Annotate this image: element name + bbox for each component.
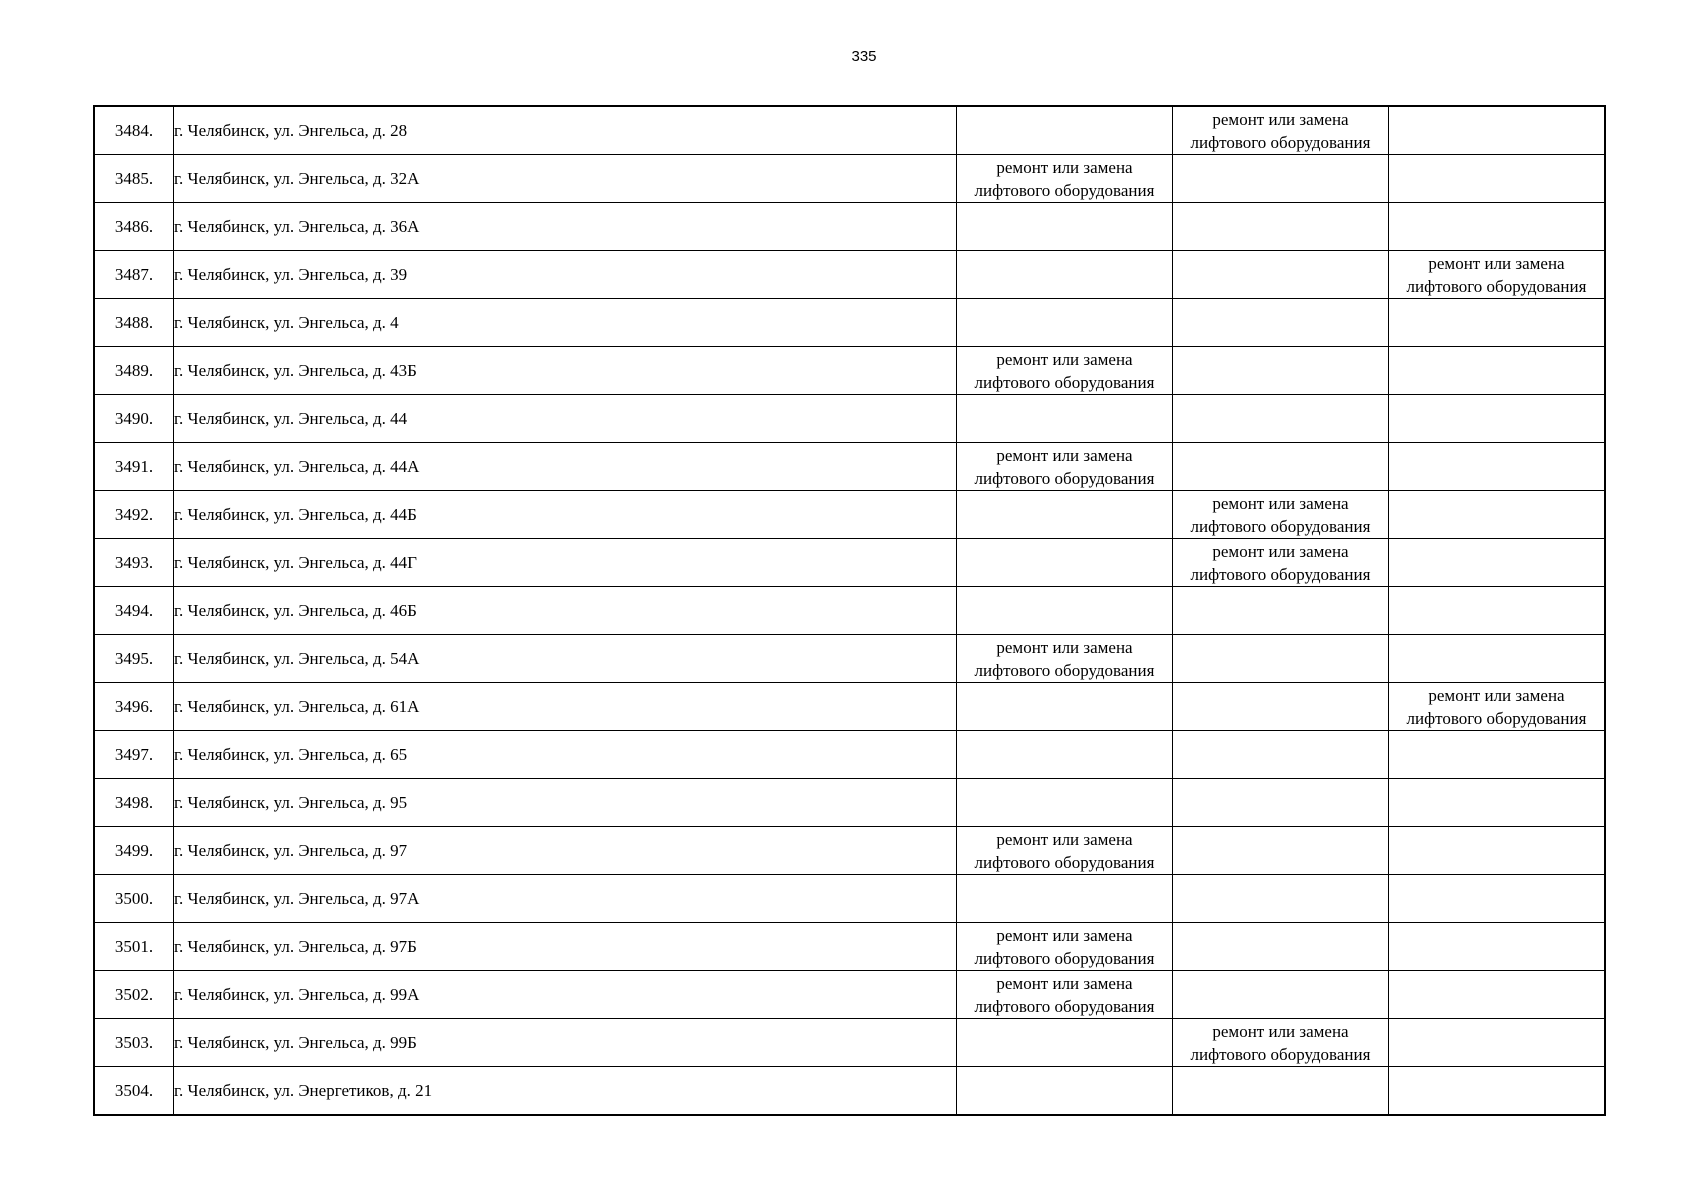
address-cell-text: г. Челябинск, ул. Энгельса, д. 44Б: [174, 505, 417, 524]
work-cell-1: [957, 299, 1173, 347]
row-number-cell-text: 3493.: [114, 553, 154, 572]
work-cell-3: [1389, 683, 1606, 731]
row-number-cell-text: 3501.: [114, 937, 154, 956]
address-cell: [174, 827, 957, 875]
work-cell-2: [1173, 491, 1389, 539]
row-number-cell-text: 3492.: [114, 505, 154, 524]
row-number-cell-text: 3484.: [114, 121, 154, 140]
address-cell: [174, 539, 957, 587]
address-cell-text: г. Челябинск, ул. Энгельса, д. 97Б: [174, 937, 417, 956]
address-cell-text: г. Челябинск, ул. Энгельса, д. 44: [174, 409, 408, 428]
row-number-cell-text: 3488.: [114, 313, 154, 332]
table-row: [94, 635, 1605, 683]
row-number-cell: [94, 299, 174, 347]
table-row: [94, 539, 1605, 587]
work-cell-2: [1173, 443, 1389, 491]
work-cell-3: [1389, 827, 1606, 875]
address-cell: [174, 875, 957, 923]
address-cell-text: г. Челябинск, ул. Энгельса, д. 65: [174, 745, 408, 764]
work-cell-3: [1389, 347, 1606, 395]
work-cell-2: [1173, 1067, 1389, 1116]
table-row: [94, 923, 1605, 971]
row-number-cell: [94, 875, 174, 923]
work-cell-3: [1389, 395, 1606, 443]
table-row: [94, 347, 1605, 395]
work-cell-2: [1173, 1019, 1389, 1067]
work-cell-1-text: ремонт или замена лифтового оборудования: [974, 925, 1155, 968]
address-cell: [174, 971, 957, 1019]
row-number-cell: [94, 1019, 174, 1067]
work-cell-1: [957, 587, 1173, 635]
work-cell-2: [1173, 539, 1389, 587]
work-cell-3: [1389, 779, 1606, 827]
row-number-cell-text: 3499.: [114, 841, 154, 860]
row-number-cell-text: 3491.: [114, 457, 154, 476]
address-cell-text: г. Челябинск, ул. Энергетиков, д. 21: [174, 1081, 433, 1100]
row-number-cell-text: 3496.: [114, 697, 154, 716]
row-number-cell: [94, 1067, 174, 1116]
work-cell-3: [1389, 203, 1606, 251]
address-cell-text: г. Челябинск, ул. Энгельса, д. 36А: [174, 217, 420, 236]
row-number-cell: [94, 923, 174, 971]
work-cell-1: [957, 155, 1173, 203]
address-cell-text: г. Челябинск, ул. Энгельса, д. 99Б: [174, 1033, 417, 1052]
address-cell-text: г. Челябинск, ул. Энгельса, д. 61А: [174, 697, 420, 716]
row-number-cell: [94, 203, 174, 251]
work-cell-1: [957, 106, 1173, 155]
work-cell-2: [1173, 923, 1389, 971]
row-number-cell-text: 3494.: [114, 601, 154, 620]
page-number: 335: [851, 48, 877, 65]
work-cell-2: [1173, 251, 1389, 299]
work-cell-2: [1173, 395, 1389, 443]
table-row: [94, 731, 1605, 779]
address-cell: [174, 491, 957, 539]
row-number-cell: [94, 779, 174, 827]
work-cell-3-text: ремонт или замена лифтового оборудования: [1406, 253, 1587, 296]
row-number-cell-text: 3487.: [114, 265, 154, 284]
address-cell: [174, 683, 957, 731]
work-cell-1: [957, 1019, 1173, 1067]
work-cell-2: [1173, 347, 1389, 395]
address-cell: [174, 731, 957, 779]
work-cell-3: [1389, 731, 1606, 779]
table-body: [94, 106, 1605, 1115]
table-row: [94, 779, 1605, 827]
work-cell-2-text: ремонт или замена лифтового оборудования: [1190, 541, 1371, 584]
row-number-cell: [94, 395, 174, 443]
work-cell-1: [957, 203, 1173, 251]
address-cell: [174, 1067, 957, 1116]
address-cell-text: г. Челябинск, ул. Энгельса, д. 46Б: [174, 601, 417, 620]
row-number-cell: [94, 827, 174, 875]
row-number-cell: [94, 155, 174, 203]
table-row: [94, 106, 1605, 155]
work-cell-1-text: ремонт или замена лифтового оборудования: [974, 637, 1155, 680]
address-cell-text: г. Челябинск, ул. Энгельса, д. 4: [174, 313, 399, 332]
row-number-cell-text: 3503.: [114, 1033, 154, 1052]
address-cell-text: г. Челябинск, ул. Энгельса, д. 32А: [174, 169, 420, 188]
work-cell-1: [957, 347, 1173, 395]
row-number-cell-text: 3497.: [114, 745, 154, 764]
address-cell-text: г. Челябинск, ул. Энгельса, д. 95: [174, 793, 408, 812]
work-cell-2-text: ремонт или замена лифтового оборудования: [1190, 1021, 1371, 1064]
work-cell-1: [957, 827, 1173, 875]
work-cell-3: [1389, 539, 1606, 587]
row-number-cell: [94, 635, 174, 683]
work-cell-1: [957, 731, 1173, 779]
work-cell-1: [957, 971, 1173, 1019]
table-row: [94, 203, 1605, 251]
row-number-cell-text: 3504.: [114, 1081, 154, 1100]
address-cell: [174, 299, 957, 347]
work-cell-1: [957, 443, 1173, 491]
row-number-cell-text: 3498.: [114, 793, 154, 812]
work-cell-1: [957, 635, 1173, 683]
address-cell-text: г. Челябинск, ул. Энгельса, д. 99А: [174, 985, 420, 1004]
work-cell-3: [1389, 923, 1606, 971]
address-cell-text: г. Челябинск, ул. Энгельса, д. 44А: [174, 457, 420, 476]
address-cell: [174, 395, 957, 443]
row-number-cell-text: 3495.: [114, 649, 154, 668]
address-cell: [174, 347, 957, 395]
address-cell: [174, 251, 957, 299]
work-cell-2: [1173, 779, 1389, 827]
work-cell-1-text: ремонт или замена лифтового оборудования: [974, 157, 1155, 200]
table-row: [94, 491, 1605, 539]
table-row: [94, 1019, 1605, 1067]
address-cell: [174, 443, 957, 491]
address-cell: [174, 1019, 957, 1067]
work-cell-2: [1173, 683, 1389, 731]
work-cell-2: [1173, 827, 1389, 875]
work-cell-2: [1173, 635, 1389, 683]
address-cell: [174, 779, 957, 827]
address-cell: [174, 155, 957, 203]
work-cell-3: [1389, 299, 1606, 347]
address-work-table: [93, 105, 1606, 1116]
work-cell-3: [1389, 155, 1606, 203]
row-number-cell: [94, 251, 174, 299]
row-number-cell: [94, 491, 174, 539]
work-cell-3: [1389, 971, 1606, 1019]
table-row: [94, 827, 1605, 875]
work-cell-3: [1389, 443, 1606, 491]
work-cell-1: [957, 923, 1173, 971]
work-cell-3: [1389, 106, 1606, 155]
row-number-cell-text: 3500.: [114, 889, 154, 908]
table-row: [94, 155, 1605, 203]
table-row: [94, 875, 1605, 923]
work-cell-1-text: ремонт или замена лифтового оборудования: [974, 829, 1155, 872]
work-cell-3: [1389, 587, 1606, 635]
row-number-cell: [94, 683, 174, 731]
work-cell-1: [957, 539, 1173, 587]
address-cell-text: г. Челябинск, ул. Энгельса, д. 97А: [174, 889, 420, 908]
address-cell-text: г. Челябинск, ул. Энгельса, д. 43Б: [174, 361, 417, 380]
work-cell-1-text: ремонт или замена лифтового оборудования: [974, 445, 1155, 488]
address-cell-text: г. Челябинск, ул. Энгельса, д. 54А: [174, 649, 420, 668]
address-cell: [174, 635, 957, 683]
work-cell-2: [1173, 587, 1389, 635]
work-cell-2: [1173, 203, 1389, 251]
row-number-cell-text: 3485.: [114, 169, 154, 188]
address-cell: [174, 923, 957, 971]
address-cell-text: г. Челябинск, ул. Энгельса, д. 97: [174, 841, 408, 860]
work-cell-1: [957, 875, 1173, 923]
table-row: [94, 251, 1605, 299]
work-cell-1-text: ремонт или замена лифтового оборудования: [974, 349, 1155, 392]
table-row: [94, 683, 1605, 731]
work-cell-2: [1173, 155, 1389, 203]
work-cell-1-text: ремонт или замена лифтового оборудования: [974, 973, 1155, 1016]
address-cell: [174, 106, 957, 155]
work-cell-2-text: ремонт или замена лифтового оборудования: [1190, 109, 1371, 152]
work-cell-2: [1173, 875, 1389, 923]
work-cell-2-text: ремонт или замена лифтового оборудования: [1190, 493, 1371, 536]
table-row: [94, 299, 1605, 347]
row-number-cell-text: 3502.: [114, 985, 154, 1004]
row-number-cell-text: 3486.: [114, 217, 154, 236]
address-cell-text: г. Челябинск, ул. Энгельса, д. 39: [174, 265, 408, 284]
table-row: [94, 587, 1605, 635]
work-cell-3: [1389, 251, 1606, 299]
address-cell-text: г. Челябинск, ул. Энгельса, д. 28: [174, 121, 408, 140]
work-cell-3: [1389, 491, 1606, 539]
work-cell-3-text: ремонт или замена лифтового оборудования: [1406, 685, 1587, 728]
row-number-cell-text: 3490.: [114, 409, 154, 428]
work-cell-1: [957, 779, 1173, 827]
work-cell-1: [957, 1067, 1173, 1116]
work-cell-2: [1173, 299, 1389, 347]
work-cell-3: [1389, 635, 1606, 683]
row-number-cell: [94, 971, 174, 1019]
work-cell-3: [1389, 1067, 1606, 1116]
work-cell-2: [1173, 731, 1389, 779]
row-number-cell: [94, 587, 174, 635]
table-row: [94, 395, 1605, 443]
table-row: [94, 1067, 1605, 1116]
work-cell-3: [1389, 1019, 1606, 1067]
work-cell-2: [1173, 971, 1389, 1019]
address-cell: [174, 587, 957, 635]
row-number-cell: [94, 106, 174, 155]
row-number-cell: [94, 731, 174, 779]
work-cell-2: [1173, 106, 1389, 155]
row-number-cell: [94, 539, 174, 587]
work-cell-1: [957, 251, 1173, 299]
work-cell-1: [957, 491, 1173, 539]
work-cell-1: [957, 395, 1173, 443]
work-cell-3: [1389, 875, 1606, 923]
row-number-cell: [94, 443, 174, 491]
row-number-cell-text: 3489.: [114, 361, 154, 380]
row-number-cell: [94, 347, 174, 395]
address-cell-text: г. Челябинск, ул. Энгельса, д. 44Г: [174, 553, 417, 572]
table-row: [94, 971, 1605, 1019]
address-cell: [174, 203, 957, 251]
table-row: [94, 443, 1605, 491]
work-cell-1: [957, 683, 1173, 731]
